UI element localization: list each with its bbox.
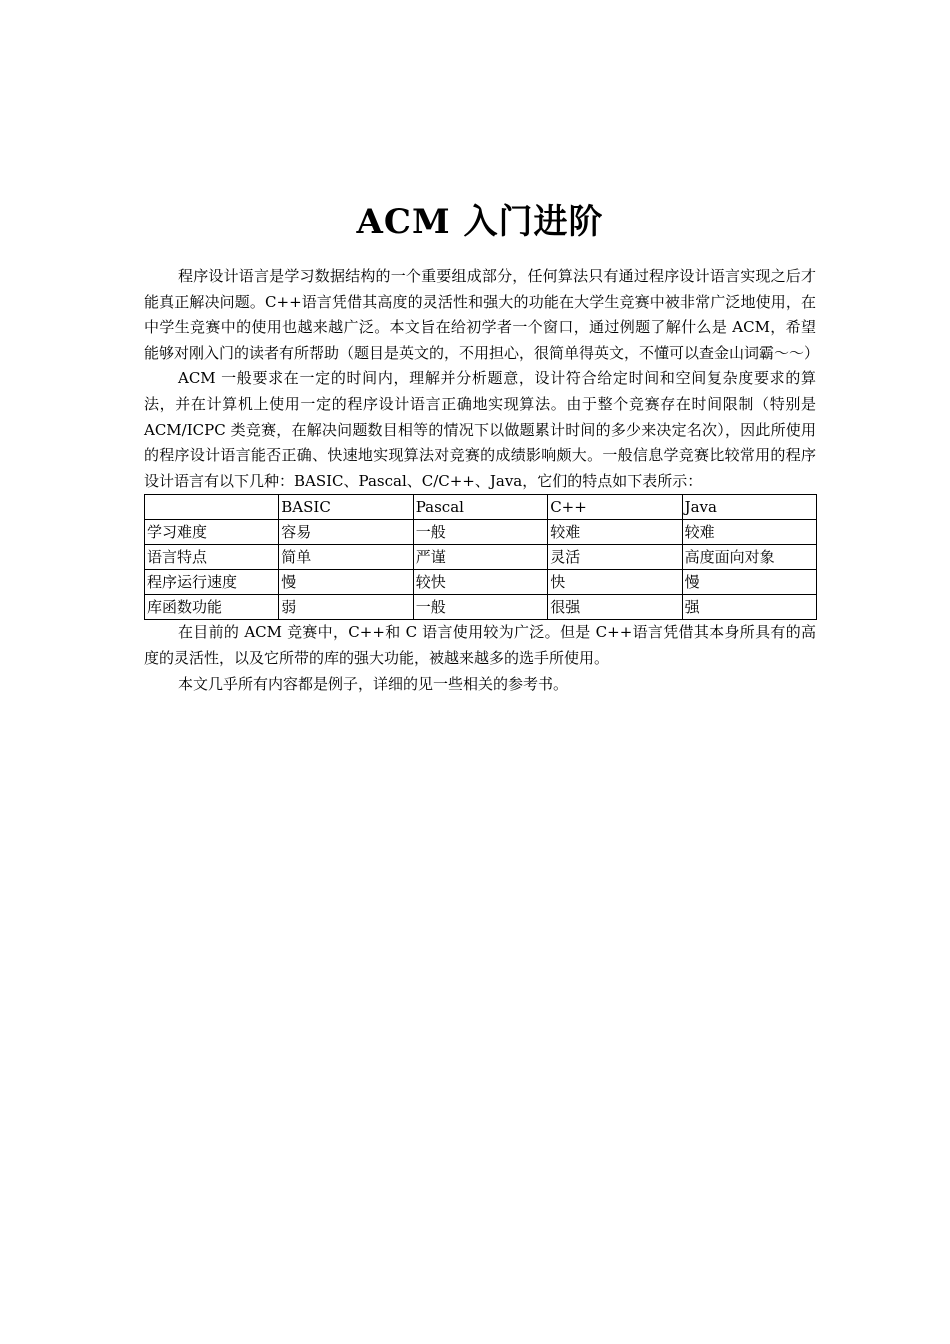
table-cell: 程序运行速度	[145, 570, 279, 595]
table-cell: 较难	[548, 520, 682, 545]
table-cell: 强	[682, 595, 816, 620]
document-title: ACM 入门进阶	[356, 202, 604, 242]
table-cell: 较难	[682, 520, 816, 545]
table-row	[145, 595, 817, 620]
language-comparison-table	[144, 494, 817, 620]
table-cell: 很强	[548, 595, 682, 620]
table-cell: 学习难度	[145, 520, 279, 545]
table-header-cell: BASIC	[279, 495, 413, 520]
table-header-cell: C++	[548, 495, 682, 520]
closing-paragraph: 本文几乎所有内容都是例子，详细的见一些相关的参考书。	[178, 674, 569, 693]
table-cell: 容易	[279, 520, 413, 545]
intro-paragraph: 程序设计语言是学习数据结构的一个重要组成部分，任何算法只有通过程序设计语言实现之后才能真正解决问题。C++语言凭借其高度的灵活性和强大的功能在大学生竞赛中被非常广泛地使用，在中学生竞赛中的使用也越来越广泛。本文旨在给初学者一个窗口，通过例题了解什么是 ACM，希望能够对刚入门的读者有所帮助（题目是英文的，不用担心，很简单得英文，不懂可以查金山词霸～～）	[144, 267, 820, 362]
table-cell: 语言特点	[145, 545, 279, 570]
table-cell: 慢	[682, 570, 816, 595]
requirements-paragraph: ACM 一般要求在一定的时间内，理解并分析题意，设计符合给定时间和空间复杂度要求的算法，并在计算机上使用一定的程序设计语言正确地实现算法。由于整个竞赛存在时间限制（特别是 ACM/ICPC 类竞赛，在解决问题数目相等的情况下以做题累计时间的多少来决定名次），因此所使用的程序设计语言能否正确、快速地实现算法对竞赛的成绩影响颇大。一般信息学竞赛比较常用的程序设计语言有以下几种：BASIC、Pascal、C/C++、Java，它们的特点如下表所示：	[144, 369, 816, 490]
table-cell: 严谨	[413, 545, 547, 570]
table-cell: 慢	[279, 570, 413, 595]
table-row	[145, 570, 817, 595]
usage-paragraph: 在目前的 ACM 竞赛中，C++和 C 语言使用较为广泛。但是 C++语言凭借其本身所具有的高度的灵活性，以及它所带的库的强大功能，被越来越多的选手所使用。	[144, 623, 816, 667]
table-row	[145, 520, 817, 545]
table-cell: 较快	[413, 570, 547, 595]
table-header-row	[145, 495, 817, 520]
table-cell: 一般	[413, 595, 547, 620]
table-cell: 简单	[279, 545, 413, 570]
table-header-cell	[145, 495, 279, 520]
table-cell: 库函数功能	[145, 595, 279, 620]
table-cell: 弱	[279, 595, 413, 620]
table-row	[145, 545, 817, 570]
table-cell: 高度面向对象	[682, 545, 816, 570]
document-page	[144, 196, 820, 697]
table-cell: 快	[548, 570, 682, 595]
table-header-cell: Java	[682, 495, 816, 520]
table-cell: 灵活	[548, 545, 682, 570]
table-cell: 一般	[413, 520, 547, 545]
table-header-cell: Pascal	[413, 495, 547, 520]
